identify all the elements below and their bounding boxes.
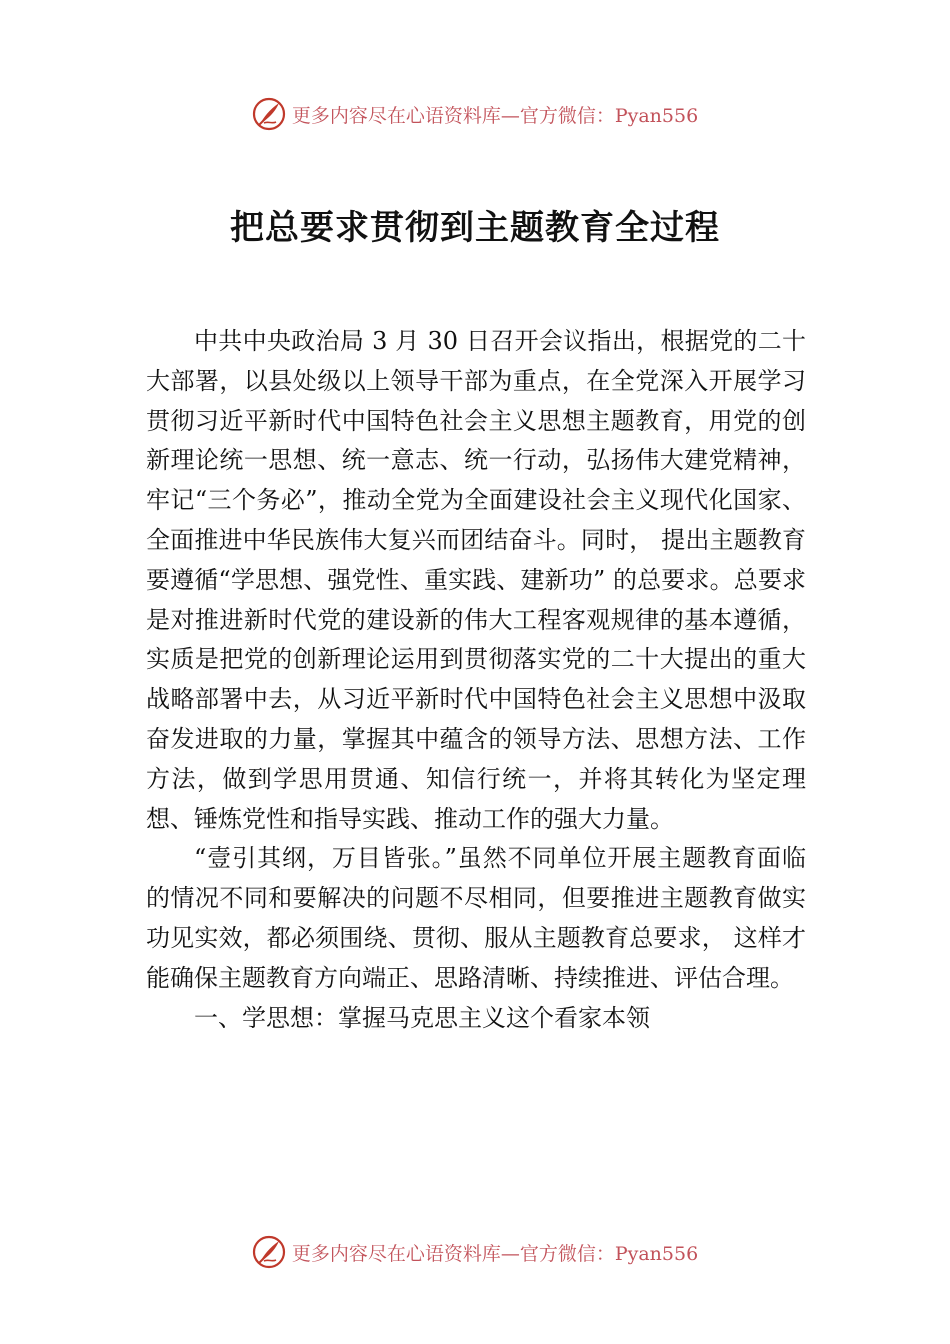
footer-watermark-banner	[0, 1232, 950, 1272]
document-title: 把总要求贯彻到主题教育全过程	[230, 208, 720, 248]
paragraph: “壹引其纲，万目皆张。”虽然不同单位开展主题教育面临的情况不同和要解决的问题不尽相同，但要推进主题教育做实功见实效，都必须围绕、贯彻、服从主题教育总要求， 这样才能确保主题教育方向端正、思路清晰、持续推进、评估合理。	[146, 844, 806, 992]
paragraph: 中共中央政治局 3 月 30 日召开会议指出，根据党的二十大部署，以县处级以上领导干部为重点，在全党深入开展学习贯彻习近平新时代中国特色社会主义思想主题教育，用党的创新理论统一思想、统一意志、统一行动，弘扬伟大建党精神，牢记“三个务必”，推动全党为全面建设社会主义现代化国家、全面推进中华民族伟大复兴而团结奋斗。同时， 提出主题教育要遵循“学思想、强党性、重实践、建新功” 的总要求。总要求是对推进新时代党的建设新的伟大工程客观规律的基本遵循，实质是把党的创新理论运用到贯彻落实党的二十大提出的重大战略部署中去，从习近平新时代中国特色社会主义思想中汲取奋发进取的力量，掌握其中蕴含的领导方法、思想方法、工作方法，做到学思用贯通、知信行统一，并将其转化为坚定理想、锤炼党性和指导实践、推动工作的强大力量。	[146, 327, 806, 833]
watermark-text: 更多内容尽在心语资料库—官方微信：Pyan556	[291, 1242, 699, 1265]
section-heading: 一、学思想：掌握马克思主义这个看家本领	[194, 1003, 650, 1032]
header-watermark-banner	[0, 94, 950, 134]
quill-pen-logo-icon	[252, 97, 286, 131]
document-body	[146, 322, 806, 1038]
watermark-text: 更多内容尽在心语资料库—官方微信：Pyan556	[291, 104, 699, 127]
quill-pen-logo-icon	[252, 1235, 286, 1269]
